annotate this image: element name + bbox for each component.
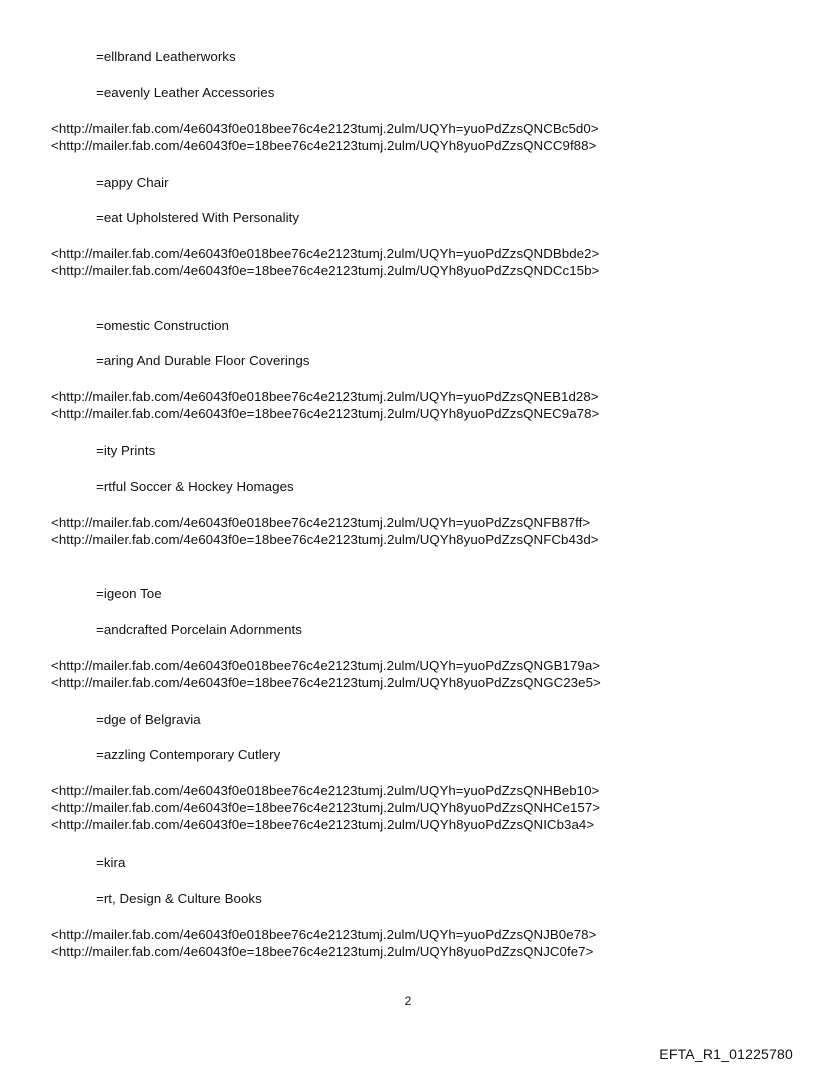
link-text[interactable]: <http://mailer.fab.com/4e6043f0e=18bee76c4e2123tumj.2ulm/UQYh8yuoPdZzsQNICb3a4> [51,817,595,832]
link-text[interactable]: <http://mailer.fab.com/4e6043f0e018bee76c4e2123tumj.2ulm/UQYh=yuoPdZzsQNGB179a> [51,658,601,673]
link-text[interactable]: <http://mailer.fab.com/4e6043f0e018bee76c4e2123tumj.2ulm/UQYh=yuoPdZzsQNJB0e78> [51,927,597,942]
section-title: =omestic Construction [96,318,229,333]
section-subtitle: =azzling Contemporary Cutlery [96,747,281,762]
link-text[interactable]: <http://mailer.fab.com/4e6043f0e=18bee76c4e2123tumj.2ulm/UQYh8yuoPdZzsQNCC9f88> [51,138,597,153]
link-text[interactable]: <http://mailer.fab.com/4e6043f0e=18bee76c4e2123tumj.2ulm/UQYh8yuoPdZzsQNDCc15b> [51,263,600,278]
link-text[interactable]: <http://mailer.fab.com/4e6043f0e=18bee76c4e2123tumj.2ulm/UQYh8yuoPdZzsQNJC0fe7> [51,944,594,959]
link-text[interactable]: <http://mailer.fab.com/4e6043f0e018bee76c4e2123tumj.2ulm/UQYh=yuoPdZzsQNEB1d28> [51,389,599,404]
link-text[interactable]: <http://mailer.fab.com/4e6043f0e018bee76c4e2123tumj.2ulm/UQYh=yuoPdZzsQNHBeb10> [51,783,600,798]
section-subtitle: =eat Upholstered With Personality [96,210,300,225]
document-id: EFTA_R1_01225780 [659,1046,793,1062]
link-text[interactable]: <http://mailer.fab.com/4e6043f0e018bee76c4e2123tumj.2ulm/UQYh=yuoPdZzsQNCBc5d0> [51,121,599,136]
section-subtitle: =andcrafted Porcelain Adornments [96,622,302,637]
section-title: =igeon Toe [96,586,162,601]
section-subtitle: =rtful Soccer & Hockey Homages [96,479,294,494]
section-subtitle: =eavenly Leather Accessories [96,85,275,100]
link-text[interactable]: <http://mailer.fab.com/4e6043f0e=18bee76c4e2123tumj.2ulm/UQYh8yuoPdZzsQNEC9a78> [51,406,600,421]
section-title: =appy Chair [96,175,169,190]
section-title: =ellbrand Leatherworks [96,49,236,64]
section-title: =kira [96,855,126,870]
section-title: =dge of Belgravia [96,712,201,727]
link-text[interactable]: <http://mailer.fab.com/4e6043f0e=18bee76c4e2123tumj.2ulm/UQYh8yuoPdZzsQNHCe157> [51,800,601,815]
page-number: 2 [404,994,412,1008]
link-text[interactable]: <http://mailer.fab.com/4e6043f0e=18bee76c4e2123tumj.2ulm/UQYh8yuoPdZzsQNGC23e5> [51,675,601,690]
link-text[interactable]: <http://mailer.fab.com/4e6043f0e018bee76c4e2123tumj.2ulm/UQYh=yuoPdZzsQNDBbde2> [51,246,600,261]
section-subtitle: =aring And Durable Floor Coverings [96,353,310,368]
link-text[interactable]: <http://mailer.fab.com/4e6043f0e018bee76c4e2123tumj.2ulm/UQYh=yuoPdZzsQNFB87ff> [51,515,591,530]
section-subtitle: =rt, Design & Culture Books [96,891,262,906]
section-title: =ity Prints [96,443,156,458]
link-text[interactable]: <http://mailer.fab.com/4e6043f0e=18bee76c4e2123tumj.2ulm/UQYh8yuoPdZzsQNFCb43d> [51,532,599,547]
